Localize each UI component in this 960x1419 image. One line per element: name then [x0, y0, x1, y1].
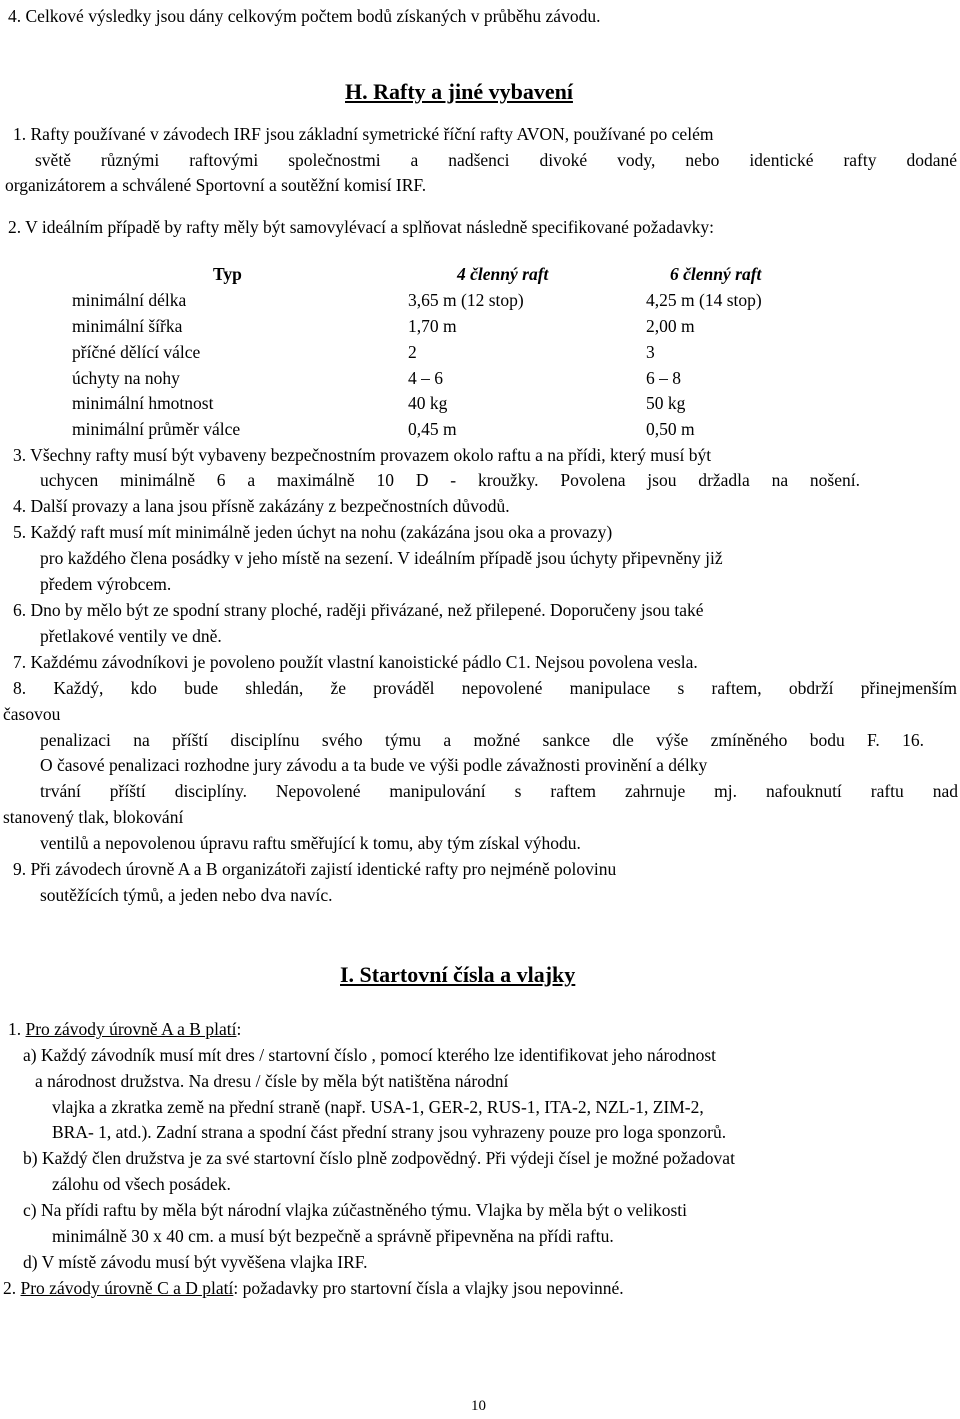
i-a-line2: a národnost družstva. Na dresu / čísle by měla být natištěna národní [35, 1071, 509, 1091]
table-cell: minimální průměr válce [72, 419, 241, 439]
h-item8-line5: trvání příští disciplíny. Nepovolené manipulování s raftem zahrnuje mj. nafouknutí raftu nad [40, 781, 958, 801]
section-i-title: I. Startovní čísla a vlajky [340, 962, 576, 987]
table-cell: 4,25 m (14 stop) [646, 290, 762, 310]
i-a-line4: BRA- 1, atd.). Zadní strana a spodní část přední strany jsou vyhrazeny pouze pro loga sponzorů. [52, 1122, 727, 1142]
table-cell: 2,00 m [646, 316, 695, 336]
h-item9-line2: soutěžících týmů, a jeden nebo dva navíc. [40, 885, 333, 905]
table-cell: 40 kg [408, 393, 448, 413]
h-item5-line3: předem výrobcem. [40, 574, 172, 594]
i-b-line2: zálohu od všech posádek. [52, 1174, 231, 1194]
h-item4: 4. Další provazy a lana jsou přísně zakázány z bezpečnostních důvodů. [13, 496, 510, 516]
table-cell: 3 [646, 342, 655, 362]
h-item3-line2: uchycen minimálně 6 a maximálně 10 D - kroužky. Povolena jsou držadla na nošení. [40, 470, 860, 490]
i-point1-title: Pro závody úrovně A a B platí [25, 1019, 237, 1039]
i-b-line1: b) Každý člen družstva je za své startovní číslo plně zodpovědný. Při výdeji čísel je možné požadovat [23, 1148, 735, 1168]
h-item8-line2: časovou [3, 704, 61, 724]
table-header-4-raft: 4 členný raft [457, 264, 549, 284]
table-cell: 2 [408, 342, 417, 362]
table-cell: příčné dělící válce [72, 342, 201, 362]
table-cell: úchyty na nohy [72, 368, 180, 388]
table-cell: 6 – 8 [646, 368, 681, 388]
i-point2 [3, 1275, 624, 1301]
table-cell: 1,70 m [408, 316, 457, 336]
table-cell: 0,50 m [646, 419, 695, 439]
i-a-line1: a) Každý závodník musí mít dres / startovní číslo , pomocí kterého lze identifikovat jeho národnost [23, 1045, 717, 1065]
section-h-title: H. Rafty a jiné vybavení [345, 79, 573, 104]
h-item6-line1: 6. Dno by mělo být ze spodní strany ploché, raději přivázané, než přilepené. Doporučeny jsou také [13, 600, 704, 620]
h-item1-line1: 1. Rafty používané v závodech IRF jsou základní symetrické říční rafty AVON, používané po celém [13, 124, 714, 144]
h-item5-line1: 5. Každý raft musí mít minimálně jeden úchyt na nohu (zakázána jsou oka a provazy) [13, 522, 613, 542]
i-point2-text: : požadavky pro startovní čísla a vlajky jsou nepovinné. [233, 1278, 624, 1298]
h-item8-line6: stanovený tlak, blokování [3, 807, 184, 827]
h-item5-line2: pro každého člena posádky v jeho místě na sezení. V ideálním případě jsou úchyty připevněny již [40, 548, 723, 568]
table-cell: minimální šířka [72, 316, 183, 336]
h-item7: 7. Každému závodníkovi je povoleno použít vlastní kanoistické pádlo C1. Nejsou povolena vesla. [13, 652, 698, 672]
table-cell: 4 – 6 [408, 368, 443, 388]
table-cell: minimální hmotnost [72, 393, 214, 413]
i-d: d) V místě závodu musí být vyvěšena vlajka IRF. [23, 1252, 368, 1272]
i-c-line1: c) Na přídi raftu by měla být národní vlajka zúčastněného týmu. Vlajka by měla být o velikosti [23, 1200, 688, 1220]
h-item8-line4: O časové penalizaci rozhodne jury závodu a ta bude ve výši podle závažnosti provinění a délky [40, 755, 708, 775]
i-point1-colon: : [236, 1019, 242, 1039]
result-note: 4. Celkové výsledky jsou dány celkovým počtem bodů získaných v průběhu závodu. [8, 6, 601, 26]
h-item3-line1: 3. Všechny rafty musí být vybaveny bezpečnostním provazem okolo raftu a na přídi, který musí být [13, 445, 712, 465]
h-item6-line2: přetlakové ventily ve dně. [40, 626, 222, 646]
h-item2: 2. V ideálním případě by rafty měly být samovylévací a splňovat následně specifikované požadavky: [8, 217, 714, 237]
i-point1 [8, 1016, 241, 1042]
h-item1-line2: světě různými raftovými společnostmi a nadšenci divoké vody, nebo identické rafty dodané [35, 150, 957, 170]
h-item9-line1: 9. Při závodech úrovně A a B organizátoři zajistí identické rafty pro nejméně polovinu [13, 859, 617, 879]
page-number: 10 [471, 1398, 486, 1414]
i-a-line3: vlajka a zkratka země na přední straně (např. USA-1, GER-2, RUS-1, ITA-2, NZL-1, ZIM-2, [52, 1097, 704, 1117]
i-c-line2: minimálně 30 x 40 cm. a musí být bezpečně a správně připevněna na přídi raftu. [52, 1226, 614, 1246]
table-header-type: Typ [213, 264, 242, 284]
table-cell: 3,65 m (12 stop) [408, 290, 524, 310]
i-point2-title: Pro závody úrovně C a D platí [20, 1278, 234, 1298]
h-item8-line1: 8. Každý, kdo bude shledán, že prováděl nepovolené manipulace s raftem, obdrží přinejmenším [13, 678, 957, 698]
h-item1-line3: organizátorem a schválené Sportovní a soutěžní komisí IRF. [5, 175, 427, 195]
h-item8-line3: penalizaci na příští disciplínu svého týmu a možné sankce dle výše zmíněného bodu F. 16. [40, 730, 924, 750]
i-point1-number: 1. [8, 1019, 22, 1039]
i-point2-number: 2. [3, 1278, 17, 1298]
table-cell: minimální délka [72, 290, 187, 310]
table-cell: 50 kg [646, 393, 686, 413]
table-header-6-raft: 6 členný raft [670, 264, 762, 284]
table-cell: 0,45 m [408, 419, 457, 439]
h-item8-line7: ventilů a nepovolenou úpravu raftu směřující k tomu, aby tým získal výhodu. [40, 833, 581, 853]
